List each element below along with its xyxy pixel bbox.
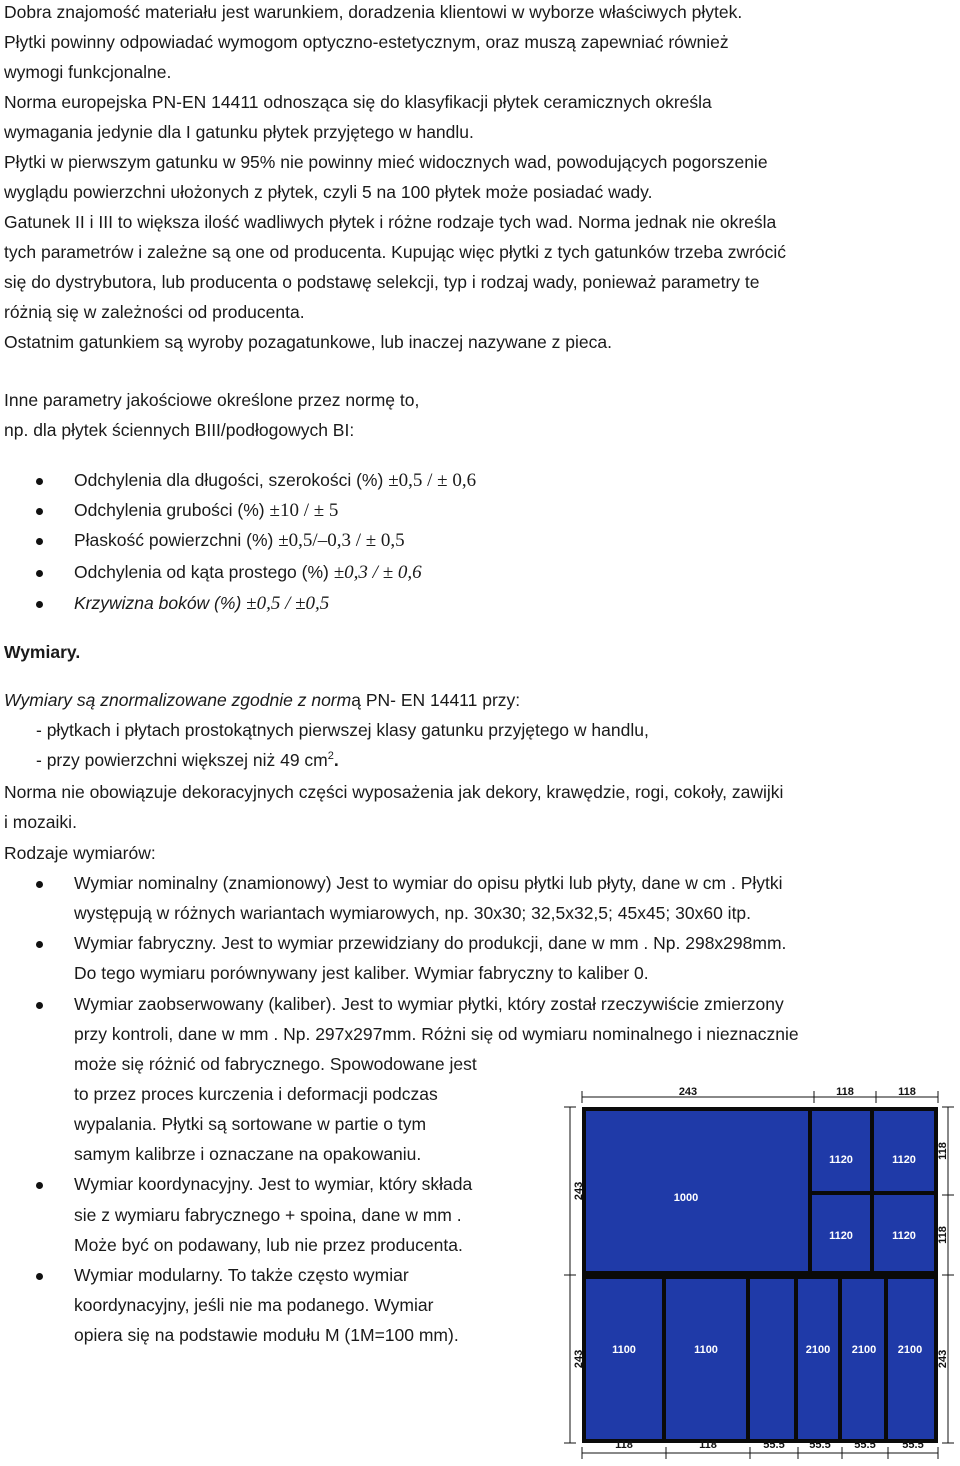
- dimension-type-line: Może być on podawany, lub nie przez producenta.: [74, 1235, 463, 1255]
- paragraph-line: wymogi funkcjonalne.: [4, 62, 172, 82]
- dash-item: [36, 720, 649, 740]
- dimension-type-line: przy kontroli, dane w mm . Np. 297x297mm. Różni się od wymiaru nominalnego i nieznacznie: [74, 1024, 799, 1044]
- paragraph-line: Inne parametry jakościowe określone przez normę to,: [4, 390, 420, 410]
- param-label: Płaskość powierzchni (%): [74, 530, 274, 550]
- dim-label: 55.5: [809, 1439, 831, 1451]
- quality-param-item: [74, 530, 405, 551]
- bullet-icon: [36, 1273, 43, 1280]
- param-value: ±0,5 / ± 0,6: [388, 470, 477, 491]
- section-intro: [4, 690, 520, 710]
- paragraph-line: tych parametrów i zależne są one od producenta. Kupując więc płytki z tych gatunków trzeba zwrócić: [4, 242, 787, 262]
- tile-narrow: [750, 1279, 794, 1439]
- paragraph-line: Ostatnim gatunkiem są wyroby pozagatunkowe, lub inaczej nazywane z pieca.: [4, 332, 612, 352]
- tile-module-diagram: [560, 1085, 956, 1461]
- paragraph-line: się do dystrybutora, lub producenta o podstawę selekcji, typ i rodzaj wady, ponieważ parametry te: [4, 272, 760, 292]
- paragraph-line: różnią się w zależności od producenta.: [4, 302, 305, 322]
- tile-small: [874, 1111, 934, 1191]
- param-value: ±10 / ± 5: [269, 500, 339, 521]
- bullet-icon: [36, 601, 43, 608]
- dimension-type-line: Do tego wymiaru porównywany jest kaliber. Wymiar fabryczny to kaliber 0.: [74, 963, 649, 983]
- bullet-icon: [36, 478, 43, 485]
- dimension-type-line: opiera się na podstawie modułu M (1M=100 mm).: [74, 1325, 459, 1345]
- tile-tall: [666, 1279, 746, 1439]
- param-value: ±0,5/–0,3 / ± 0,5: [278, 530, 405, 551]
- bullet-icon: [36, 538, 43, 545]
- dimension-type-line: koordynacyjny, jeśli nie ma podanego. Wymiar: [74, 1295, 434, 1315]
- tile-label: 1120: [829, 1154, 853, 1166]
- dimension-type-line: sie z wymiaru fabrycznego + spoina, dane w mm .: [74, 1205, 462, 1225]
- dash-item: [36, 750, 339, 770]
- dash-end: .: [333, 750, 339, 770]
- paragraph-line: Płytki powinny odpowiadać wymogom optyczno-estetycznym, oraz muszą zapewniać również: [4, 32, 729, 52]
- dimension-type-line: Wymiar modularny. To także często wymiar: [74, 1265, 409, 1285]
- dim-label: 118: [699, 1439, 717, 1451]
- dim-label: 118: [937, 1226, 949, 1244]
- dim-label: 55.5: [902, 1439, 924, 1451]
- param-label: Odchylenia dla długości, szerokości (%): [74, 470, 384, 490]
- dimension-type-line: Wymiar nominalny (znamionowy) Jest to wymiar do opisu płytki lub płyty, dane w cm . Płytki: [74, 873, 783, 893]
- dim-label: 118: [898, 1086, 916, 1098]
- paragraph-line: Dobra znajomość materiału jest warunkiem, doradzenia klientowi w wyborze właściwych płytek.: [4, 2, 743, 22]
- dimension-type-line: Wymiar koordynacyjny. Jest to wymiar, który składa: [74, 1174, 473, 1194]
- param-value: ±0,5 / ±0,5: [246, 593, 330, 614]
- intro-rest: ą PN- EN 14411 przy:: [351, 690, 521, 710]
- quality-param-item: [74, 500, 338, 521]
- tile-label: 1120: [892, 1230, 916, 1242]
- tile-label: 1100: [612, 1344, 636, 1356]
- param-label: Krzywizna boków (%): [74, 593, 242, 613]
- paragraph-line: Norma europejska PN-EN 14411 odnosząca się do klasyfikacji płytek ceramicznych określa: [4, 92, 712, 112]
- quality-param-item: [74, 470, 476, 491]
- dash-text: - przy powierzchni większej niż 49 cm: [36, 750, 328, 770]
- tile-narrow: [798, 1279, 838, 1439]
- bullet-icon: [36, 941, 43, 948]
- dash-text: - płytkach i płytach prostokątnych pierwszej klasy gatunku przyjętego w handlu,: [36, 720, 649, 740]
- dim-label: 243: [573, 1181, 585, 1201]
- quality-param-item: [74, 562, 422, 583]
- dim-label: 118: [937, 1142, 949, 1160]
- tile-label: 1120: [892, 1154, 916, 1166]
- param-value: ±0,3 / ± 0,6: [333, 562, 422, 583]
- tile-narrow: [842, 1279, 884, 1439]
- dim-label: 243: [937, 1349, 949, 1369]
- tile-label: 2100: [897, 1344, 923, 1356]
- paragraph-line: np. dla płytek ściennych BIII/podłogowych BI:: [4, 420, 355, 440]
- section-heading: Wymiary.: [4, 642, 81, 662]
- dim-label: 55.5: [763, 1439, 785, 1451]
- param-label: Odchylenia grubości (%): [74, 500, 265, 520]
- param-label: Odchylenia od kąta prostego (%): [74, 562, 329, 582]
- intro-italic: Wymiary są znormalizowane zgodnie z norm: [4, 690, 352, 710]
- tile-tall: [586, 1279, 662, 1439]
- paragraph-line: wyglądu powierzchni ułożonych z płytek, czyli 5 na 100 płytek może posiadać wady.: [4, 182, 653, 202]
- paragraph-line: wymagania jedynie dla I gatunku płytek przyjętego w handlu.: [4, 122, 474, 142]
- dim-label: 118: [836, 1086, 854, 1098]
- tile-label: 1100: [694, 1344, 718, 1356]
- bullet-icon: [36, 508, 43, 515]
- dimension-type-line: Wymiar fabryczny. Jest to wymiar przewidziany do produkcji, dane w mm . Np. 298x298mm.: [74, 933, 787, 953]
- bullet-icon: [36, 1002, 43, 1009]
- types-heading: Rodzaje wymiarów:: [4, 843, 156, 863]
- bullet-icon: [36, 1182, 43, 1189]
- paragraph-line: i mozaiki.: [4, 812, 77, 832]
- dimension-type-line: wypalania. Płytki są sortowane w partie o tym: [74, 1114, 427, 1134]
- tile-big: [586, 1111, 808, 1271]
- dimension-type-line: może się różnić od fabrycznego. Spowodowane jest: [74, 1054, 477, 1074]
- paragraph-line: Norma nie obowiązuje dekoracyjnych części wyposażenia jak dekory, krawędzie, rogi, cokoły, zawijki: [4, 782, 784, 802]
- superscript: 2: [327, 750, 334, 762]
- paragraph-line: Płytki w pierwszym gatunku w 95% nie powinny mieć widocznych wad, powodujących pogorszenie: [4, 152, 768, 172]
- tile-label: 1000: [673, 1192, 699, 1204]
- quality-param-item: [74, 593, 329, 614]
- tile-label: 2100: [805, 1344, 831, 1356]
- bullet-icon: [36, 570, 43, 577]
- dim-label: 243: [678, 1086, 698, 1098]
- dimension-type-line: to przez proces kurczenia i deformacji podczas: [74, 1084, 438, 1104]
- dimension-type-line: samym kalibrze i oznaczane na opakowaniu.: [74, 1144, 422, 1164]
- dim-label: 243: [573, 1349, 585, 1369]
- dimension-type-line: występują w różnych wariantach wymiarowych, np. 30x30; 32,5x32,5; 45x45; 30x60 itp.: [74, 903, 752, 923]
- bullet-icon: [36, 881, 43, 888]
- tile-label: 1120: [829, 1230, 853, 1242]
- dim-label: 118: [615, 1439, 633, 1451]
- dimension-type-line: Wymiar zaobserwowany (kaliber). Jest to wymiar płytki, który został rzeczywiście zmierzony: [74, 994, 784, 1014]
- dim-label: 55.5: [854, 1439, 876, 1451]
- tile-narrow: [888, 1279, 934, 1439]
- tile-small: [812, 1111, 870, 1191]
- tile-label: 2100: [851, 1344, 877, 1356]
- paragraph-line: Gatunek II i III to większa ilość wadliwych płytek i różne rodzaje tych wad. Norma jednak nie określa: [4, 212, 777, 232]
